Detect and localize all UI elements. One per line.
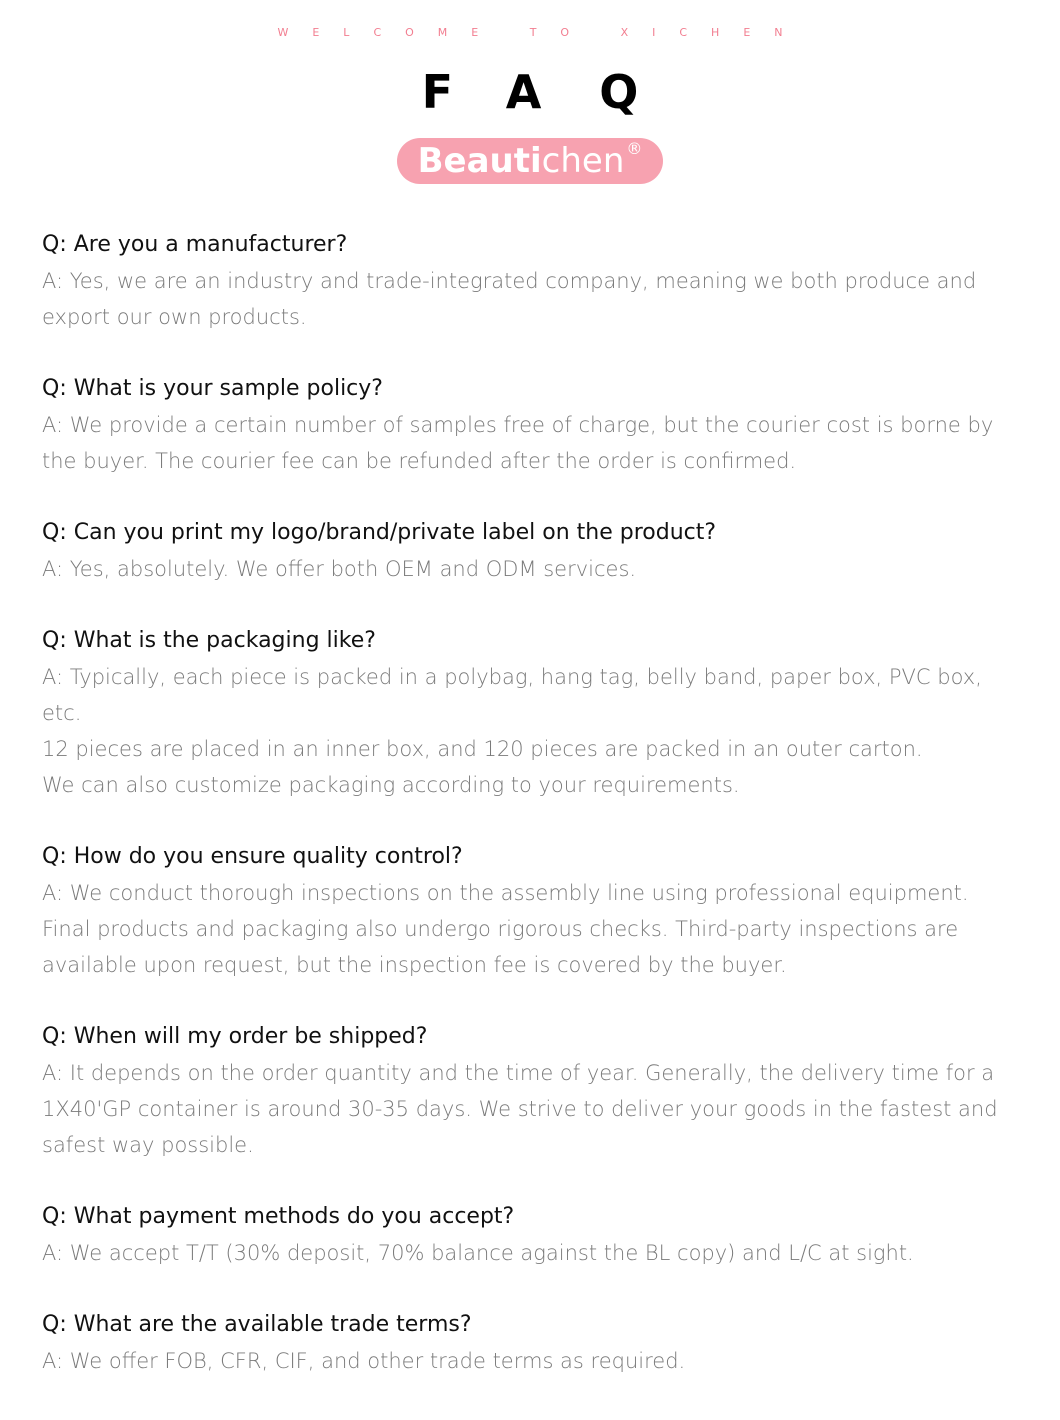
faq-question: Q: What is your sample policy? — [42, 376, 383, 401]
faq-answer-line: We can also customize packaging according to your requirements. — [42, 773, 740, 797]
faq-answer — [42, 875, 1022, 983]
faq-question: Q: What are the available trade terms? — [42, 1312, 472, 1337]
faq-item — [42, 515, 1022, 587]
faq-question: Q: What payment methods do you accept? — [42, 1204, 515, 1229]
faq-list — [42, 227, 1022, 1415]
faq-answer-line: A: Typically, each piece is packed in a polybag, hang tag, belly band, paper box, PVC box, etc. — [42, 665, 982, 725]
faq-answer-line: A: We conduct thorough inspections on the assembly line using professional equipment. Final products and packaging also undergo rigorous checks. Third-party inspections are available upon request, but the inspection fee is covered by the buyer. — [42, 881, 969, 977]
faq-answer — [42, 1235, 1022, 1271]
faq-question: Q: How do you ensure quality control? — [42, 844, 463, 869]
faq-answer — [42, 263, 1022, 335]
faq-question: Q: Can you print my logo/brand/private label on the product? — [42, 520, 717, 545]
faq-answer-line: A: Yes, absolutely. We offer both OEM and ODM services. — [42, 557, 637, 581]
faq-answer-line: A: We accept T/T (30% deposit, 70% balance against the BL copy) and L/C at sight. — [42, 1241, 914, 1265]
faq-answer — [42, 551, 1022, 587]
faq-answer-line: A: We offer FOB, CFR, CIF, and other trade terms as required. — [42, 1349, 686, 1373]
faq-answer — [42, 659, 1022, 803]
faq-answer-line: A: We provide a certain number of samples free of charge, but the courier cost is borne by the buyer. The courier fee can be refunded after the order is confirmed. — [42, 413, 994, 473]
faq-item — [42, 1199, 1022, 1271]
brand-name-bold: Beauti — [417, 141, 542, 181]
faq-answer-line: 12 pieces are placed in an inner box, and 120 pieces are packed in an outer carton. — [42, 737, 923, 761]
faq-question: Q: What is the packaging like? — [42, 628, 376, 653]
welcome-tagline: WELCOME TO XICHEN — [277, 26, 807, 39]
faq-answer — [42, 1055, 1022, 1163]
faq-item — [42, 1307, 1022, 1379]
faq-answer — [42, 407, 1022, 479]
faq-question: Q: Are you a manufacturer? — [42, 232, 348, 257]
faq-answer-line: A: Yes, we are an industry and trade-integrated company, meaning we both produce and export our own products. — [42, 269, 977, 329]
faq-item — [42, 1019, 1022, 1163]
faq-item — [42, 371, 1022, 479]
brand-logo — [397, 138, 663, 184]
faq-item — [42, 623, 1022, 803]
faq-answer — [42, 1343, 1022, 1379]
faq-answer-line: A: It depends on the order quantity and the time of year. Generally, the delivery time for a 1X40'GP container is around 30-35 days. We strive to deliver your goods in the fastest and safest way possible. — [42, 1061, 998, 1157]
brand-name-light: chen — [541, 141, 625, 181]
faq-item — [42, 227, 1022, 335]
page-header — [0, 0, 1060, 200]
faq-question: Q: When will my order be shipped? — [42, 1024, 428, 1049]
faq-item — [42, 839, 1022, 983]
page-title: FAQ — [421, 65, 697, 119]
registered-mark: ® — [626, 139, 643, 158]
